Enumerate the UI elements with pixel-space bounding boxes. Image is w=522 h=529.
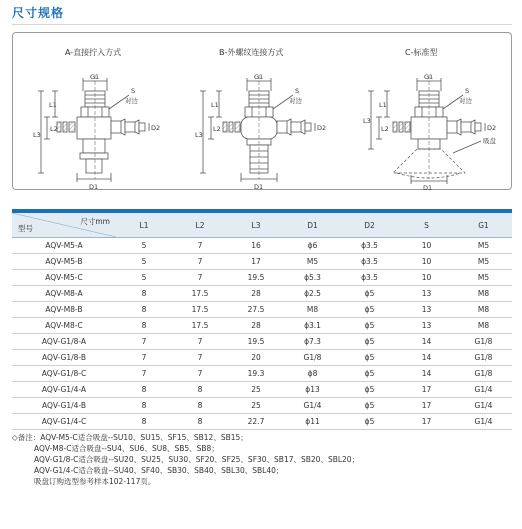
diagram-a-l1-label: L1: [49, 101, 57, 109]
model-cell: AQV-G1/8-C: [12, 366, 116, 382]
model-cell: AQV-G1/4-B: [12, 398, 116, 414]
value-cell: 7: [172, 350, 228, 366]
diagram-c-d2-label: D2: [487, 124, 497, 132]
diagram-a-d1-label: D1: [89, 183, 99, 191]
col-header-s: S: [398, 213, 455, 238]
value-cell: ϕ5: [341, 398, 398, 414]
value-cell: G1/4: [455, 382, 512, 398]
value-cell: 7: [116, 350, 172, 366]
value-cell: ϕ3.5: [341, 238, 398, 254]
value-cell: M5: [455, 238, 512, 254]
value-cell: 10: [398, 238, 455, 254]
table-row: [12, 302, 512, 318]
value-cell: M5: [455, 254, 512, 270]
corner-dimension-label: 尺寸mm: [80, 217, 110, 226]
table-corner-header: [12, 213, 116, 238]
value-cell: 22.7: [228, 414, 284, 430]
corner-model-label: 型号: [18, 224, 33, 233]
model-cell: AQV-G1/8-B: [12, 350, 116, 366]
spec-table-body: [12, 238, 512, 430]
value-cell: 8: [172, 382, 228, 398]
diagram-c-cup-label: 吸盘: [483, 137, 496, 145]
value-cell: 7: [172, 238, 228, 254]
diagram-c-l2-label: L2: [381, 125, 389, 133]
value-cell: 8: [116, 286, 172, 302]
value-cell: 14: [398, 366, 455, 382]
remark-line: 吸盘订购选型参考样本102-117页。: [34, 477, 156, 486]
model-cell: AQV-M8-A: [12, 286, 116, 302]
col-header-l3: L3: [228, 213, 284, 238]
value-cell: 14: [398, 350, 455, 366]
value-cell: G1/4: [455, 414, 512, 430]
diagram-c-d1-label: D1: [423, 184, 433, 191]
value-cell: G1/8: [455, 350, 512, 366]
value-cell: 19.5: [228, 270, 284, 286]
value-cell: ϕ3.5: [341, 270, 398, 286]
value-cell: 7: [172, 334, 228, 350]
table-row: [12, 350, 512, 366]
value-cell: ϕ5.3: [284, 270, 341, 286]
value-cell: 5: [116, 270, 172, 286]
diagram-b-l3-label: L3: [195, 131, 203, 139]
model-cell: AQV-G1/4-A: [12, 382, 116, 398]
value-cell: ϕ5: [341, 414, 398, 430]
model-cell: AQV-G1/8-A: [12, 334, 116, 350]
value-cell: 7: [172, 366, 228, 382]
value-cell: 7: [116, 366, 172, 382]
value-cell: 13: [398, 318, 455, 334]
value-cell: ϕ5: [341, 334, 398, 350]
diagram-a-s-label: S: [131, 87, 136, 95]
value-cell: ϕ3.5: [341, 254, 398, 270]
value-cell: ϕ5: [341, 350, 398, 366]
value-cell: 14: [398, 334, 455, 350]
remark-line: AQV-G1/4-C适合吸盘--SU40、SF40、SB30、SB40、SBL30、SBL40；: [34, 466, 284, 475]
value-cell: 19.3: [228, 366, 284, 382]
value-cell: 8: [172, 414, 228, 430]
value-cell: ϕ7.3: [284, 334, 341, 350]
col-header-l2: L2: [172, 213, 228, 238]
remark-line: ◇备注：AQV-M5-C适合吸盘--SU10、SU15、SF15、SB12、SB15；: [12, 433, 248, 442]
diagram-c-caption: C-标准型: [405, 48, 438, 57]
model-cell: AQV-M5-B: [12, 254, 116, 270]
col-header-d1: D1: [284, 213, 341, 238]
model-cell: AQV-G1/4-C: [12, 414, 116, 430]
value-cell: 13: [398, 302, 455, 318]
spec-table: [12, 209, 512, 430]
model-cell: AQV-M5-A: [12, 238, 116, 254]
diagram-c-s-label: S: [465, 87, 470, 95]
diagram-b-s-label: S: [295, 87, 300, 95]
col-header-g1: G1: [455, 213, 512, 238]
value-cell: M8: [284, 302, 341, 318]
diagram-a-caption: A-直接拧入方式: [65, 48, 122, 57]
value-cell: G1/8: [455, 366, 512, 382]
corner-diagonal: [12, 213, 116, 237]
value-cell: ϕ6: [284, 238, 341, 254]
diagram-a-l3-label: L3: [33, 131, 41, 139]
page-title: 尺寸规格: [12, 6, 65, 20]
col-header-l1: L1: [116, 213, 172, 238]
diagram-b-caption: B-外螺纹连接方式: [219, 48, 284, 57]
value-cell: 17: [228, 254, 284, 270]
table-row: [12, 334, 512, 350]
value-cell: ϕ8: [284, 366, 341, 382]
value-cell: 7: [172, 254, 228, 270]
value-cell: G1/8: [455, 334, 512, 350]
diagram-a-side-label: 对边: [125, 97, 138, 105]
value-cell: 17: [398, 382, 455, 398]
value-cell: 25: [228, 398, 284, 414]
value-cell: M5: [284, 254, 341, 270]
value-cell: 5: [116, 254, 172, 270]
dimension-diagrams-panel: [12, 32, 512, 190]
value-cell: 7: [116, 334, 172, 350]
value-cell: G1/4: [455, 398, 512, 414]
table-header-row: [12, 213, 512, 238]
diagram-b-l1-label: L1: [211, 101, 219, 109]
value-cell: 27.5: [228, 302, 284, 318]
value-cell: ϕ13: [284, 382, 341, 398]
value-cell: M8: [455, 286, 512, 302]
value-cell: ϕ5: [341, 382, 398, 398]
table-row: [12, 366, 512, 382]
table-row: [12, 254, 512, 270]
model-cell: AQV-M8-C: [12, 318, 116, 334]
table-row: [12, 398, 512, 414]
value-cell: ϕ5: [341, 318, 398, 334]
model-cell: AQV-M8-B: [12, 302, 116, 318]
remark-line: AQV-M8-C适合吸盘--SU4、SU6、SU8、SB5、SB8；: [34, 444, 219, 453]
table-row: [12, 238, 512, 254]
value-cell: ϕ5: [341, 366, 398, 382]
remarks-block: [12, 432, 359, 487]
diagram-b-side-label: 对边: [289, 97, 302, 105]
value-cell: 10: [398, 270, 455, 286]
diagram-a-d2-label: D2: [151, 124, 161, 132]
value-cell: 13: [398, 286, 455, 302]
value-cell: 25: [228, 382, 284, 398]
value-cell: 8: [172, 398, 228, 414]
value-cell: 8: [116, 398, 172, 414]
value-cell: 8: [116, 318, 172, 334]
diagram-a-l2-label: L2: [50, 125, 58, 133]
value-cell: M5: [455, 270, 512, 286]
table-row: [12, 318, 512, 334]
remark-line: AQV-G1/8-C适合吸盘--SU20、SU25、SU30、SF20、SF25、SF30、SB17、SB20、SBL20；: [34, 455, 360, 464]
value-cell: 17: [398, 414, 455, 430]
diagram-c-side-label: 对边: [459, 97, 472, 105]
value-cell: 16: [228, 238, 284, 254]
diagram-b-d2-label: D2: [317, 124, 327, 132]
value-cell: 19.5: [228, 334, 284, 350]
value-cell: 8: [116, 302, 172, 318]
value-cell: 8: [116, 382, 172, 398]
value-cell: ϕ3.1: [284, 318, 341, 334]
diagram-b-g1-label: G1: [254, 73, 264, 81]
value-cell: 28: [228, 286, 284, 302]
value-cell: 17.5: [172, 318, 228, 334]
model-cell: AQV-M5-C: [12, 270, 116, 286]
table-row: [12, 382, 512, 398]
value-cell: 20: [228, 350, 284, 366]
value-cell: 28: [228, 318, 284, 334]
value-cell: 17.5: [172, 302, 228, 318]
col-header-d2: D2: [341, 213, 398, 238]
title-divider: [12, 24, 512, 25]
value-cell: 17.5: [172, 286, 228, 302]
value-cell: M8: [455, 318, 512, 334]
diagram-b-d1-label: D1: [254, 183, 264, 191]
value-cell: M8: [455, 302, 512, 318]
value-cell: ϕ5: [341, 286, 398, 302]
diagram-c-g1-label: G1: [424, 73, 434, 81]
value-cell: G1/8: [284, 350, 341, 366]
value-cell: 5: [116, 238, 172, 254]
value-cell: 10: [398, 254, 455, 270]
diagram-b-l2-label: L2: [213, 125, 221, 133]
diagram-c-l3-label: L3: [363, 117, 371, 125]
value-cell: G1/4: [284, 398, 341, 414]
diagram-c-l1-label: L1: [379, 101, 387, 109]
value-cell: 7: [172, 270, 228, 286]
value-cell: 8: [116, 414, 172, 430]
value-cell: ϕ5: [341, 302, 398, 318]
table-row: [12, 270, 512, 286]
diagram-a-g1-label: G1: [90, 73, 100, 81]
table-row: [12, 414, 512, 430]
table-row: [12, 286, 512, 302]
value-cell: ϕ2.5: [284, 286, 341, 302]
value-cell: ϕ11: [284, 414, 341, 430]
value-cell: 17: [398, 398, 455, 414]
